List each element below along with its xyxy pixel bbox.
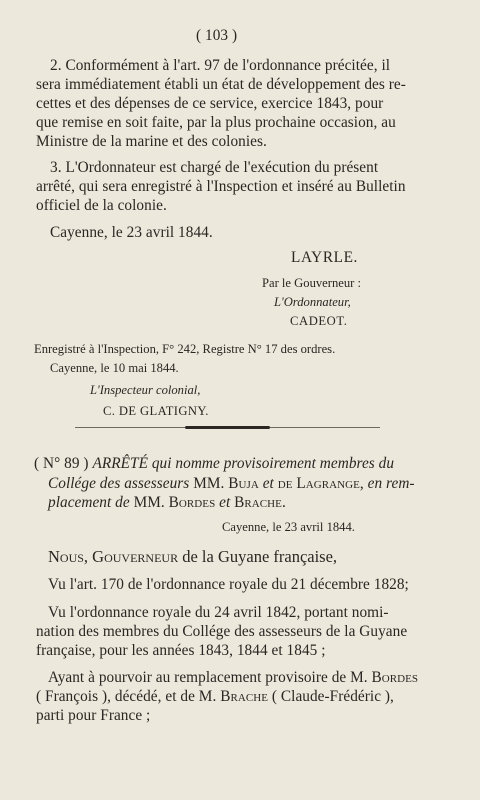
signature-layrle: LAYRLE.: [291, 249, 358, 266]
arrete-number: ( N° 89 ): [34, 455, 89, 472]
by-governor-label: Par le Gouverneur :: [262, 276, 361, 290]
article-3-line-2: arrêté, qui sera enregistré à l'Inspection et inséré au Bulletin: [36, 178, 406, 195]
arrete-heading-line-1: [34, 455, 394, 473]
inspector-title: L'Inspecteur colonial,: [90, 383, 201, 397]
arrete-title-1: qui nomme provisoirement membres du: [151, 455, 395, 472]
vu-ordonnance-line-3: française, pour les années 1843, 1844 et 1845 ;: [36, 642, 326, 659]
article-2-line-5: Ministre de la marine et des colonies.: [36, 133, 267, 150]
ayant-line-3: parti pour France ;: [36, 707, 151, 724]
article-2-line-1: 2. Conformément à l'art. 97 de l'ordonnance précitée, il: [50, 57, 391, 74]
vu-ordonnance-line-2: nation des membres du Collége des assesseurs de la Guyane: [36, 623, 408, 640]
dateline-3: Cayenne, le 23 avril 1844.: [222, 520, 355, 534]
dateline-1: Cayenne, le 23 avril 1844.: [50, 224, 213, 241]
page-number: ( 103 ): [196, 27, 238, 44]
article-2-line-3: cettes et des dépenses de ce service, exercice 1843, pour: [36, 95, 384, 112]
registration-note: Enregistré à l'Inspection, F° 242, Registre N° 17 des ordres.: [34, 342, 336, 356]
ayant-line-1: Ayant à pourvoir au remplacement provisoire de M. Bordes: [48, 669, 419, 686]
separator-rule-thick: [185, 426, 270, 429]
article-2-line-4: que remise en soit faite, par la plus prochaine occasion, au: [36, 114, 396, 131]
article-3-line-1: 3. L'Ordonnateur est chargé de l'exécution du présent: [50, 159, 379, 176]
signature-glatigny: C. DE GLATIGNY.: [103, 404, 209, 418]
vu-ordonnance-line-1: Vu l'ordonnance royale du 24 avril 1842, portant nomi-: [48, 604, 389, 621]
article-2-line-2: sera immédiatement établi un état de développement des re-: [36, 76, 406, 93]
ayant-line-2: ( François ), décédé, et de M. Brache ( Claude-Frédéric ),: [36, 688, 394, 705]
arrete-label: ARRÊTÉ: [92, 455, 148, 472]
signature-cadeot: CADEOT.: [290, 314, 348, 328]
dateline-2: Cayenne, le 10 mai 1844.: [50, 361, 179, 375]
ordonnateur-title: L'Ordonnateur,: [274, 295, 351, 309]
arrete-heading-line-3: placement de MM. Bordes et Brache.: [48, 494, 286, 511]
arrete-heading-line-2: Collége des assesseurs MM. Buja et de Lagrange, en rem-: [48, 475, 415, 492]
article-3-line-3: officiel de la colonie.: [36, 197, 167, 214]
nous-line: Nous, Gouverneur de la Guyane française,: [48, 547, 338, 566]
vu-article-line: Vu l'art. 170 de l'ordonnance royale du 21 décembre 1828;: [48, 576, 409, 593]
